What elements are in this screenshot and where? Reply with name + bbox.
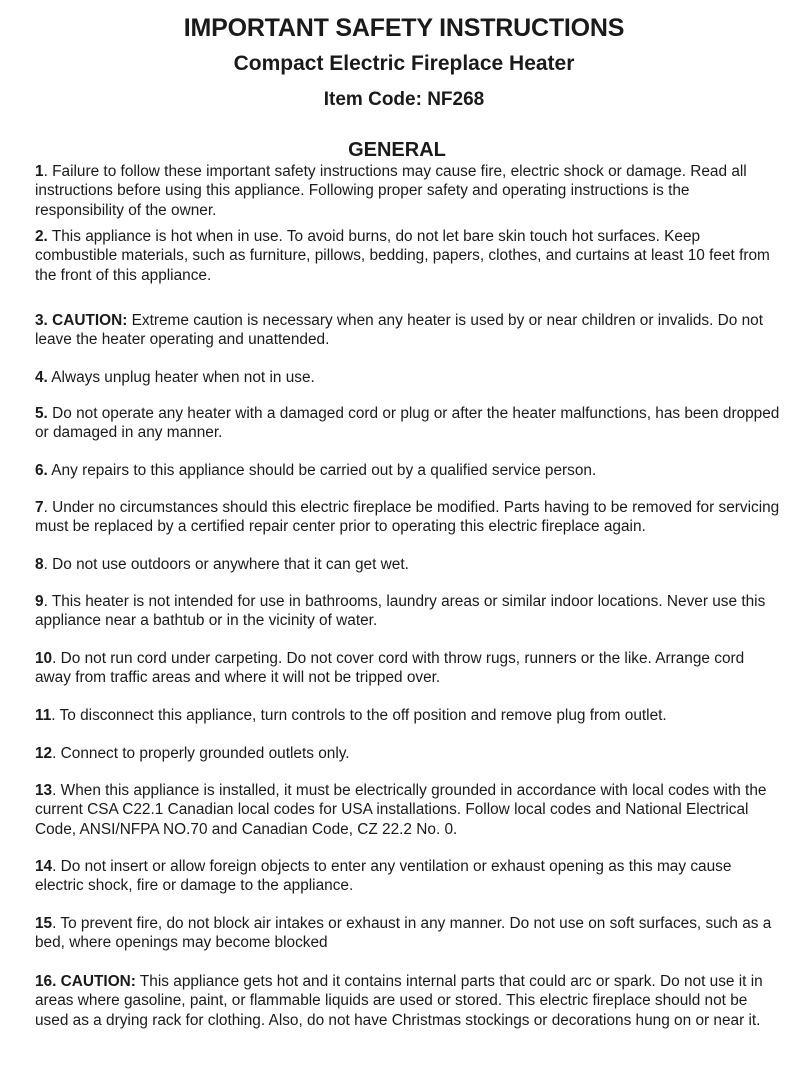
instruction-item <box>35 498 780 537</box>
item-number: 14 <box>35 858 53 875</box>
item-code: Item Code: NF268 <box>323 89 485 110</box>
item-number: 6. <box>35 462 48 479</box>
instruction-item <box>35 592 780 631</box>
item-text: . To prevent fire, do not block air intakes or exhaust in any manner. Do not use on soft surfaces, such as a bed, where openings may become blocked <box>35 915 772 952</box>
instruction-item <box>35 972 780 1030</box>
instruction-item <box>35 368 780 387</box>
instruction-item <box>35 555 780 574</box>
item-number: 3. CAUTION: <box>35 312 128 329</box>
item-number: 10 <box>35 650 53 667</box>
item-text: . To disconnect this appliance, turn controls to the off position and remove plug from outlet. <box>51 707 667 724</box>
item-text: This appliance is hot when in use. To avoid burns, do not let bare skin touch hot surfaces. Keep combustible materials, such as furniture, pillows, bedding, papers, clothes, and curtains at least 10 feet from the front of this appliance. <box>35 228 770 284</box>
item-text: . Do not insert or allow foreign objects to enter any ventilation or exhaust opening as this may cause electric shock, fire or damage to the appliance. <box>35 858 732 895</box>
item-text: . This heater is not intended for use in bathrooms, laundry areas or similar indoor locations. Never use this appliance near a bathtub or in the vicinity of water. <box>35 593 766 630</box>
instruction-item <box>35 461 780 480</box>
item-text: This appliance gets hot and it contains internal parts that could arc or spark. Do not use it in areas where gasoline, paint, or flammable liquids are used or stored. This electric fireplace should not be used as a drying rack for clothing. Also, do not have Christmas stockings or decorations hung on or near it. <box>35 973 763 1029</box>
instruction-item <box>35 744 780 763</box>
instruction-item <box>35 649 780 688</box>
item-text: . Do not run cord under carpeting. Do not cover cord with throw rugs, runners or the like. Arrange cord away from traffic areas and where it will not be tripped over. <box>35 650 745 687</box>
item-text: . Under no circumstances should this electric fireplace be modified. Parts having to be removed for servicing must be replaced by a certified repair center prior to operating this electric fireplace again. <box>35 499 780 536</box>
instruction-item <box>35 162 780 220</box>
item-text: Any repairs to this appliance should be carried out by a qualified service person. <box>47 462 597 479</box>
item-number: 11 <box>35 707 52 724</box>
instruction-item <box>35 311 780 350</box>
item-number: 4. <box>35 369 48 386</box>
item-text: . Do not use outdoors or anywhere that it can get wet. <box>43 556 409 573</box>
item-number: 1 <box>35 163 44 180</box>
item-text: Do not operate any heater with a damaged cord or plug or after the heater malfunctions, has been dropped or damaged in any manner. <box>35 405 780 442</box>
item-text: . Failure to follow these important safety instructions may cause fire, electric shock or damage. Read all instructions before using this appliance. Following proper safety and operating instructions is the responsibility of the owner. <box>35 163 747 219</box>
section-heading: GENERAL <box>348 139 446 161</box>
item-text: . Connect to properly grounded outlets only. <box>52 745 350 762</box>
instruction-item <box>35 706 780 725</box>
instruction-item <box>35 404 780 443</box>
item-number: 9 <box>35 593 44 610</box>
item-number: 7 <box>35 499 44 516</box>
item-text: Always unplug heater when not in use. <box>47 369 315 386</box>
item-text: Extreme caution is necessary when any heater is used by or near children or invalids. Do not leave the heater operating and unattended. <box>35 312 763 349</box>
item-number: 2. <box>35 228 48 245</box>
item-number: 5. <box>35 405 48 422</box>
instruction-item <box>35 857 780 896</box>
item-text: . When this appliance is installed, it must be electrically grounded in accordance with local codes with the current CSA C22.1 Canadian local codes for USA installations. Follow local codes and National Electrical Code, ANSI/NFPA NO.70 and Canadian Code, CZ 22.2 No. 0. <box>35 782 767 838</box>
item-number: 16. CAUTION: <box>35 973 136 990</box>
document-title: IMPORTANT SAFETY INSTRUCTIONS <box>183 14 625 42</box>
instruction-item <box>35 781 780 839</box>
item-number: 15 <box>35 915 53 932</box>
document-subtitle: Compact Electric Fireplace Heater <box>233 52 575 75</box>
instruction-item <box>35 227 780 285</box>
instruction-item <box>35 914 780 953</box>
item-number: 8 <box>35 556 44 573</box>
item-number: 12 <box>35 745 53 762</box>
item-number: 13 <box>35 782 53 799</box>
